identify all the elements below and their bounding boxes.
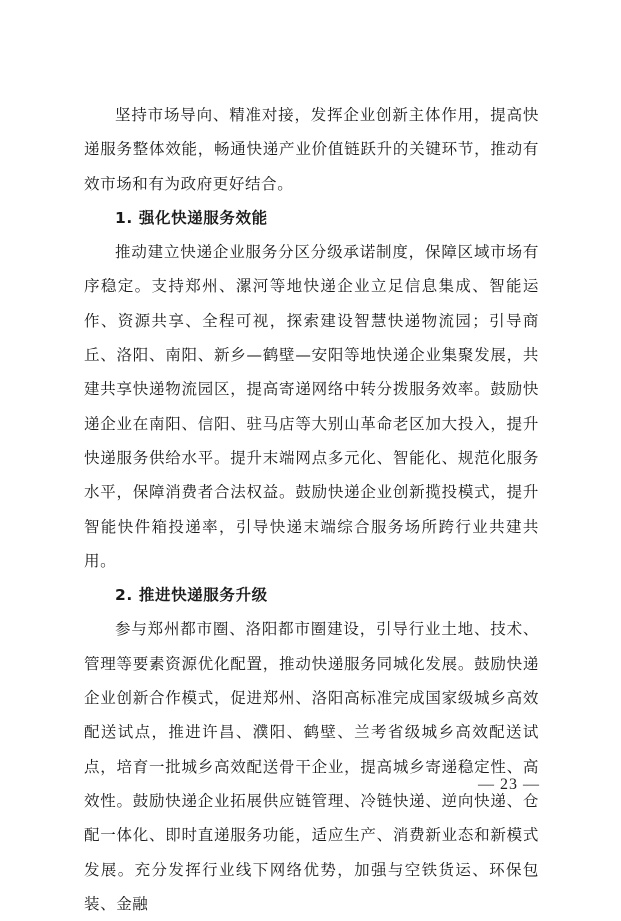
section-2-paragraph: 参与郑州都市圈、洛阳都市圈建设，引导行业土地、技术、管理等要素资源优化配置，推动快递服务同城化发展。鼓励快递企业创新合作模式，促进郑州、洛阳高标准完成国家级城乡高效配送试点，推进许昌、濮阳、鹤壁、兰考省级城乡高效配送试点，培育一批城乡高效配送骨干企业，提高城乡寄递稳定性、高效性。鼓励快递企业拓展供应链管理、冷链快递、逆向快递、仓配一体化、即时直递服务功能，适应生产、消费新业态和新模式发展。充分发挥行业线下网络优势，加强与空铁货运、环保包装、金融 [84,620,539,913]
section-1-heading: 1. 强化快递服务效能 [115,208,268,227]
section-1-paragraph: 推动建立快递企业服务分区分级承诺制度，保障区域市场有序稳定。支持郑州、漯河等地快递企业立足信息集成、智能运作、资源共享、全程可视，探索建设智慧快递物流园；引导商丘、洛阳、南阳、新乡—鹤壁—安阳等地快递企业集聚发展，共建共享快递物流园区，提高寄递网络中转分拨服务效率。鼓励快递企业在南阳、信阳、驻马店等大别山革命老区加大投入，提升快递服务供给水平。提升末端网点多元化、智能化、规范化服务水平，保障消费者合法权益。鼓励快递企业创新揽投模式，提升智能快件箱投递率，引导快递末端综合服务场所跨行业共建共用。 [84,243,539,570]
intro-paragraph: 坚持市场导向、精准对接，发挥企业创新主体作用，提高快递服务整体效能，畅通快递产业价值链跃升的关键环节，推动有效市场和有为政府更好结合。 [84,106,539,193]
page-number: — 23 — [478,776,540,793]
document-body [84,98,539,921]
section-2-heading: 2. 推进快递服务升级 [115,586,268,605]
